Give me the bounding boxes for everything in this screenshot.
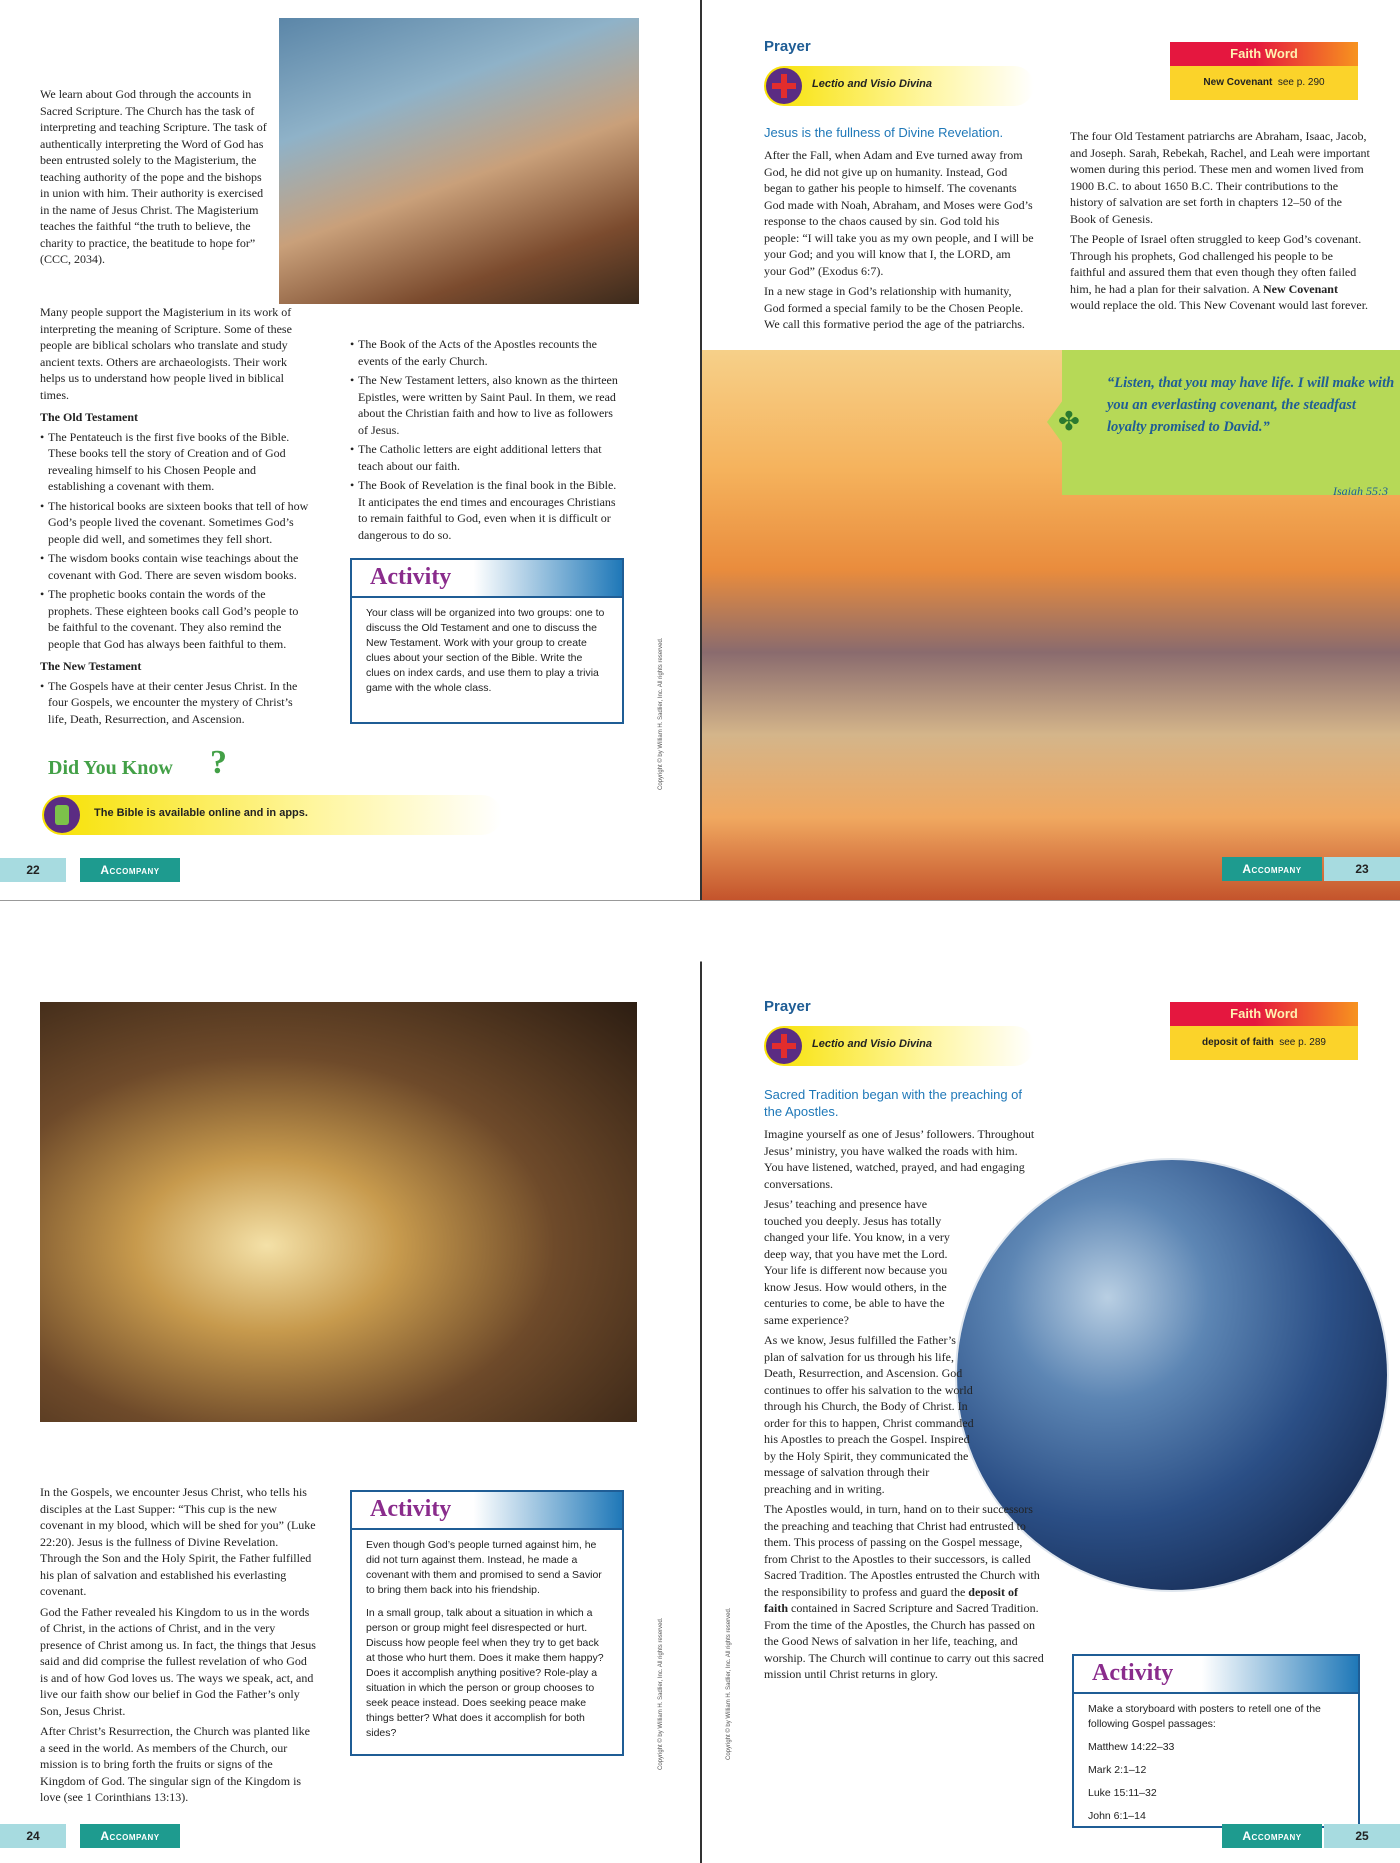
passage-item: Mark 2:1–12	[1088, 1764, 1147, 1776]
tradition-text-end: contained in Sacred Scripture and Sacred Tradition. From the time of the Apostles, the Church has passed on the Good News of salvation in her life, teaching, and worship. The Church will continue to carry out this sacred mission until Christ returns in glory.	[764, 1601, 1044, 1681]
activity-text: Make a storyboard with posters to retell one of the following Gospel passages:	[1088, 1703, 1321, 1730]
tradition-column	[764, 1086, 1044, 1687]
faith-word-title-b: Word	[1264, 46, 1298, 61]
activity-text: Your class will be organized into two groups: one to discuss the Old Testament and one to discuss the New Testament. Work with your group to create clues about your section of the Bible. Write the clues on index cards, and use them to play a trivia game with the whole class.	[366, 607, 605, 694]
bible-icon	[44, 797, 80, 833]
old-testament-list	[40, 429, 312, 653]
copyright-notice: Copyright © by William H. Sadlier, Inc. All rights reserved.	[726, 1607, 732, 1760]
copyright-notice: Copyright © by William H. Sadlier, Inc. All rights reserved.	[658, 1617, 664, 1770]
activity-title: Activity	[1092, 1660, 1174, 1686]
activity-body	[352, 598, 622, 712]
israel-text-start: The People of Israel often struggled to keep God’s covenant. Through his prophets, God challenged his people to be faithful and assured them that even though they often failed him, he had a plan for their salvation. A	[1070, 232, 1362, 296]
magisterium-paragraph: Many people support the Magisterium in its work of interpreting the meaning of Scripture. Some of these people are biblical scholars who translate and study ancient texts. Others are archaeologists. Their work helps us to understand how people lived in biblical times.	[40, 305, 292, 402]
presence-paragraph: Jesus’ teaching and presence have touched you deeply. Jesus has totally changed your life. You know, in a very deep way, that you have met the Lord. Your life is different now because you know Jesus. How would others, in the centuries to come, be able to have the same experience?	[764, 1197, 950, 1327]
new-testament-list-part2	[350, 336, 625, 543]
faith-word-title-b: Word	[1264, 1006, 1298, 1021]
main-column-1	[764, 124, 1034, 337]
new-covenant-term: New Covenant	[1262, 281, 1338, 296]
cross-icon	[766, 68, 802, 104]
list-item: • The prophetic books contain the words of the prophets. These eighteen books call God’s people to be faithful to the covenant. They also remind the people that God has always been faithful to them.	[40, 586, 312, 652]
page-23	[702, 0, 1400, 900]
faith-word-term: deposit of faith	[1202, 1037, 1274, 1048]
lead-heading: Jesus is the fullness of Divine Revelation.	[764, 125, 1004, 140]
faith-word-term-row	[1170, 66, 1358, 100]
faith-word-box	[1170, 1002, 1358, 1064]
covenants-paragraph: After the Fall, when Adam and Eve turned away from God, he did not give up on humanity. Instead, God began to gather his people to himself. The covenants God made with Noah, Abraham, and Moses were God’s response to the chaos caused by sin. God told his people: “I will take you as my own people, and I will be your God; and you will know that I, the LORD, am your God” (Exodus 6:7).	[764, 148, 1034, 278]
patriarchs-list-paragraph: The four Old Testament patriarchs are Abraham, Isaac, Jacob, and Joseph. Sarah, Rebekah, Rachel, and Leah were important women during this period. These men and women lived from 1900 B.C. to about 1650 B.C. Their contributions to the history of salvation are set forth in chapters 12–50 of the Book of Genesis.	[1070, 129, 1370, 226]
scripture-quote: “Listen, that you may have life. I will make with you an everlasting covenant, the steadfast loyalty promised to David.”	[1107, 375, 1395, 435]
page-number: 23	[1324, 857, 1400, 881]
kingdom-paragraph: God the Father revealed his Kingdom to us in the words of Christ, in the actions of Christ, and in the very presence of Christ among us. In fact, the things that Jesus said and did comprise the fullest revelation of who God is and of how God loves us. The ways we speak, act, and live our faith show our belief in God the Father’s only Son, Jesus Christ.	[40, 1604, 316, 1718]
left-column	[40, 304, 312, 730]
cross-icon	[766, 1028, 802, 1064]
prayer-bar	[764, 1026, 1034, 1066]
israel-paragraph	[1070, 231, 1370, 314]
activity-title: Activity	[370, 1496, 452, 1522]
list-item: • The historical books are sixteen books that tell of how God’s people lived the covenant. Sometimes God’s people did well, and sometimes they fell short.	[40, 498, 312, 548]
prayer-heading: Prayer	[764, 998, 811, 1015]
faith-word-title-a: Faith	[1230, 46, 1262, 61]
patriarchs-paragraph: In a new stage in God’s relationship with humanity, God formed a special family to be the Chosen People. We call this formative period the age of the patriarchs.	[764, 284, 1025, 331]
prayer-text: Lectio and Visio Divina	[812, 1038, 933, 1050]
gospel-text-column	[40, 1484, 316, 1810]
footer-label: Accompany	[1222, 1824, 1322, 1848]
copyright-notice: Copyright © by William H. Sadlier, Inc. All rights reserved.	[658, 637, 664, 790]
page-number: 24	[0, 1824, 66, 1848]
passage-item: Matthew 14:22–33	[1088, 1741, 1175, 1753]
page-22	[0, 0, 700, 900]
page-number: 25	[1324, 1824, 1400, 1848]
follower-paragraph: Imagine yourself as one of Jesus’ followers. Throughout Jesus’ ministry, you have walked the roads with him. You have listened, watched, prayed, and had engaging conversations.	[764, 1127, 1035, 1191]
faith-word-ref: see p. 290	[1277, 77, 1325, 88]
list-item: • The Pentateuch is the first five books of the Bible. These books tell the story of Creation and of God revealing himself to his Chosen People and establishing a covenant with them.	[40, 429, 312, 495]
last-supper-paragraph: In the Gospels, we encounter Jesus Christ, who tells his disciples at the Last Supper: “This cup is the new covenant in my blood, which will be shed for you” (Luke 22:20). Jesus is the fullness of Divine Revelation. Through the Son and the Holy Spirit, the Father fulfilled his plan of salvation and established his everlasting covenant.	[40, 1485, 316, 1598]
israel-text-end: would replace the old. This New Covenant would last forever.	[1070, 298, 1369, 312]
old-testament-heading: The Old Testament	[40, 410, 139, 424]
lead-heading: Sacred Tradition began with the preaching of the Apostles.	[764, 1087, 1023, 1119]
did-you-know-title: Did You Know	[48, 757, 173, 779]
footer-label: Accompany	[1222, 857, 1322, 881]
passage-item: Luke 15:11–32	[1088, 1787, 1157, 1799]
faith-word-title	[1170, 42, 1358, 66]
salvation-paragraph: As we know, Jesus fulfilled the Father’s plan of salvation for us through his life, Death, Resurrection, and Ascension. God continues to offer his salvation to the world through his Church, the Body of Christ. In order for this to happen, Christ commanded his Apostles to preach the Gospel. Inspired by the Holy Spirit, they communicated the message of salvation through their preaching and in writing.	[764, 1333, 974, 1496]
resurrection-paragraph: After Christ’s Resurrection, the Church was planted like a seed in the world. As members of the Church, our mission is to bring forth the fruits or signs of the Kingdom of God. The singular sign of the Kingdom is love (see 1 Corinthians 13:13).	[40, 1724, 310, 1804]
did-you-know-text: The Bible is available online and in apps.	[94, 807, 308, 819]
passage-item: John 6:1–14	[1088, 1810, 1146, 1822]
activity-title: Activity	[370, 564, 452, 590]
faith-word-box	[1170, 42, 1358, 104]
deposit-of-faith-term: deposit of faith	[764, 1584, 1018, 1615]
faith-word-title-a: Faith	[1230, 1006, 1262, 1021]
activity-box	[350, 558, 624, 724]
last-supper-painting	[40, 1002, 637, 1422]
list-item: • The wisdom books contain wise teachings about the covenant with God. There are seven wisdom books.	[40, 550, 312, 583]
list-item: • The New Testament letters, also known as the thirteen Epistles, were written by Saint Paul. In them, we read about the Christian faith and how to live as followers of Jesus.	[350, 372, 625, 438]
page-24	[0, 960, 700, 1863]
spread-separator	[0, 900, 1400, 962]
main-column-2	[1070, 128, 1370, 318]
faith-word-title	[1170, 1002, 1358, 1026]
list-item: • The Book of the Acts of the Apostles recounts the events of the early Church.	[350, 336, 625, 369]
prayer-text: Lectio and Visio Divina	[812, 78, 933, 90]
tradition-text-start: The Apostles would, in turn, hand on to their successors the preaching and teaching that Christ had entrusted to them. This process of passing on the Gospel message, from Christ to the Apostles to their successors, is called Sacred Tradition. The Apostles entrusted the Church with the responsibility to profess and guard the	[764, 1502, 1040, 1599]
faith-word-term: New Covenant	[1203, 77, 1273, 88]
footer-label: Accompany	[80, 858, 180, 882]
list-item: • The Catholic letters are eight additional letters that teach about our faith.	[350, 441, 625, 474]
prayer-bar	[764, 66, 1034, 106]
intro-paragraph: We learn about God through the accounts in Sacred Scripture. The Church has the task of interpreting and teaching Scripture. The task of authentically interpreting the Word of God has been entrusted solely to the Magisterium, the teaching authority of the pope and the bishops in union with him. Their authority is exercised in the name of Jesus Christ. The Magisterium teaches the faithful “the truth to believe, the charity to practice, the beatitude to hope for” (CCC, 2034).	[40, 87, 267, 266]
scripture-reference: Isaiah 55:3	[1333, 484, 1388, 498]
activity-header	[352, 1492, 622, 1530]
sacred-tradition-paragraph	[764, 1501, 1044, 1683]
right-column	[350, 336, 625, 546]
prayer-heading: Prayer	[764, 38, 811, 55]
activity-header	[1074, 1656, 1358, 1694]
faith-word-ref: see p. 289	[1279, 1037, 1326, 1048]
list-item: • The Book of Revelation is the final book in the Bible. It anticipates the end times and encourages Christians to remain faithful to God, even when it is difficult or dangerous to do so.	[350, 477, 625, 543]
footer-label: Accompany	[80, 1824, 180, 1848]
cross-ornament-icon: ✤	[1058, 407, 1080, 437]
did-you-know-question-mark: ?	[210, 744, 227, 781]
new-testament-list-part1	[40, 678, 312, 728]
activity-body	[352, 1530, 622, 1757]
list-item: • The Gospels have at their center Jesus Christ. In the four Gospels, we encounter the mystery of Christ’s life, Death, Resurrection, and Ascension.	[40, 678, 312, 728]
activity-intro: Even though God’s people turned against him, he did not turn against them. Instead, he made a covenant with them and promised to send a Savior to bring them back into his friendship.	[366, 1539, 602, 1596]
did-you-know-bar	[42, 795, 502, 835]
new-testament-heading: The New Testament	[40, 659, 142, 673]
page-25	[702, 960, 1400, 1863]
activity-instructions: In a small group, talk about a situation in which a person or group might feel disrespected or hurt. Discuss how people feel when they try to get back at those who hurt them. Does it make them happy? Does it accomplish anything positive? Role-play a situation in which the person or group chooses to seek peace instead. Does seeking peace make things better? What does it accomplish for both sides?	[366, 1607, 604, 1739]
faith-word-term-row	[1170, 1026, 1358, 1060]
page-number: 22	[0, 858, 66, 882]
activity-box	[350, 1490, 624, 1756]
students-laptop-photo	[279, 18, 639, 304]
activity-body	[1074, 1694, 1358, 1840]
activity-header	[352, 560, 622, 598]
intro-text	[40, 86, 270, 272]
activity-box	[1072, 1654, 1360, 1828]
